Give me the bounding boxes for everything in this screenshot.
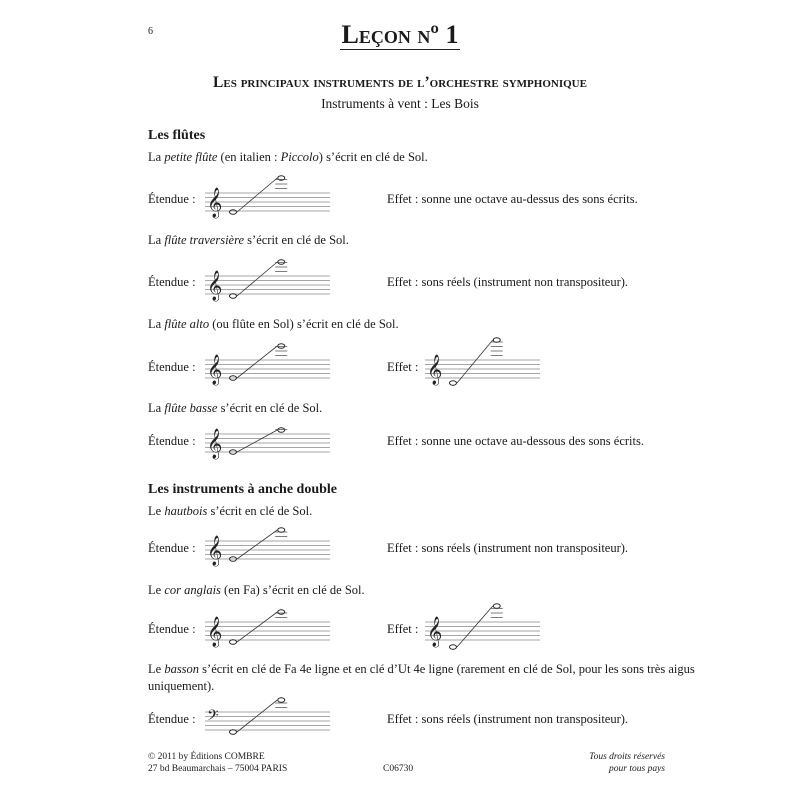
music-staff [205,188,330,233]
instrument-name: flûte alto [164,317,210,331]
range-line [237,700,277,732]
instrument-name: basson [164,662,200,676]
range-label: Étendue : [148,712,196,726]
range-label: Étendue : [148,541,196,555]
music-staff [205,429,330,474]
music-staff [205,271,330,316]
description-text: s’écrit en clé de Sol. [207,504,313,518]
low-note [230,210,237,215]
range-line [237,612,277,642]
treble-clef-icon: 𝄞 [207,271,223,301]
instrument-description [148,504,312,519]
range-label: Étendue : [148,192,196,206]
effect-text: Effet : sons réels (instrument non transpositeur). [387,712,629,726]
section-heading-flutes: Les flûtes [148,128,206,143]
instrument-name: flûte basse [164,401,218,415]
description-text: (ou flûte en Sol) s’écrit en clé de Sol. [209,317,399,331]
range-label: Étendue : [148,622,196,636]
effect-text: Effet : sonne une octave au-dessus des sons écrits. [387,192,638,206]
range-line [237,262,277,296]
description-text: (en Fa) s’écrit en clé de Sol. [220,583,365,597]
footer-rights-1: Tous droits réservés [589,752,665,762]
treble-clef-icon: 𝄞 [207,617,223,647]
effect-text: Effet : [387,360,419,374]
page-title [0,20,800,50]
high-note [278,698,285,703]
music-staff [425,617,540,662]
instrument-description [148,662,695,677]
low-note [450,381,457,386]
footer-rights-2: pour tous pays [609,764,665,774]
high-note [278,610,285,615]
description-text: s’écrit en clé de Sol. [217,401,323,415]
instrument-name: petite flûte [164,150,218,164]
treble-clef-icon: 𝄞 [427,617,443,647]
description-text: Le [148,504,165,518]
range-line [457,340,493,383]
description-text: La [148,317,165,331]
bass-clef-icon: 𝄢 [207,707,219,728]
description-text: s’écrit en clé de Fa 4e ligne et en clé d’Ut 4e ligne (rarement en clé de Sol, pour les sons très aigus [199,662,695,676]
treble-clef-icon: 𝄞 [207,429,223,459]
music-staff [205,355,330,400]
music-staff [205,536,330,581]
description-text: Le [148,662,165,676]
instrument-description [148,150,428,165]
range-label: Étendue : [148,360,196,374]
description-text: La [148,233,165,247]
effect-text: Effet : sonne une octave au-dessous des sons écrits. [387,434,644,448]
treble-clef-icon: 𝄞 [207,355,223,385]
effect-text: Effet : sons réels (instrument non transpositeur). [387,275,629,289]
instrument-name: cor anglais [164,583,221,597]
description-text: La [148,401,165,415]
music-staff [205,707,330,752]
section-heading-double-reeds: Les instruments à anche double [148,482,338,497]
high-note [278,528,285,533]
footer-copyright: © 2011 by Éditions COMBRE [148,752,265,762]
high-note [278,344,285,349]
title-text: Leçon nº 1 [341,20,459,49]
footer-address: 27 bd Beaumarchais – 75004 PARIS [148,764,288,774]
instrument-name: Piccolo [280,150,319,164]
description-text: Le [148,583,165,597]
instrument-description [148,583,365,598]
instrument-description [148,401,322,416]
music-staff [425,355,540,400]
range-line [237,430,277,452]
high-note [493,604,500,609]
instrument-name: hautbois [164,504,208,518]
high-note [278,428,285,433]
instrument-description [148,317,399,332]
range-label: Étendue : [148,434,196,448]
description-text: La [148,150,165,164]
range-label: Étendue : [148,275,196,289]
description-text: (en italien : [217,150,281,164]
low-note [450,645,457,650]
music-staff [205,617,330,662]
description-text: s’écrit en clé de Sol. [244,233,349,247]
page-number: 6 [148,26,153,37]
high-note [493,338,500,343]
instrument-description-cont: uniquement). [148,679,215,693]
sub-subtitle: Instruments à vent : Les Bois [321,96,479,111]
subtitle: Les principaux instruments de l’orchestre symphonique [213,74,587,91]
treble-clef-icon: 𝄞 [427,355,443,385]
high-note [278,260,285,265]
instrument-description [148,233,349,248]
instrument-name: flûte traversière [164,233,245,247]
treble-clef-icon: 𝄞 [207,536,223,566]
footer-code: C06730 [383,764,414,774]
treble-clef-icon: 𝄞 [207,188,223,218]
description-text: ) s’écrit en clé de Sol. [318,150,428,164]
effect-text: Effet : [387,622,419,636]
effect-text: Effet : sons réels (instrument non transpositeur). [387,541,629,555]
